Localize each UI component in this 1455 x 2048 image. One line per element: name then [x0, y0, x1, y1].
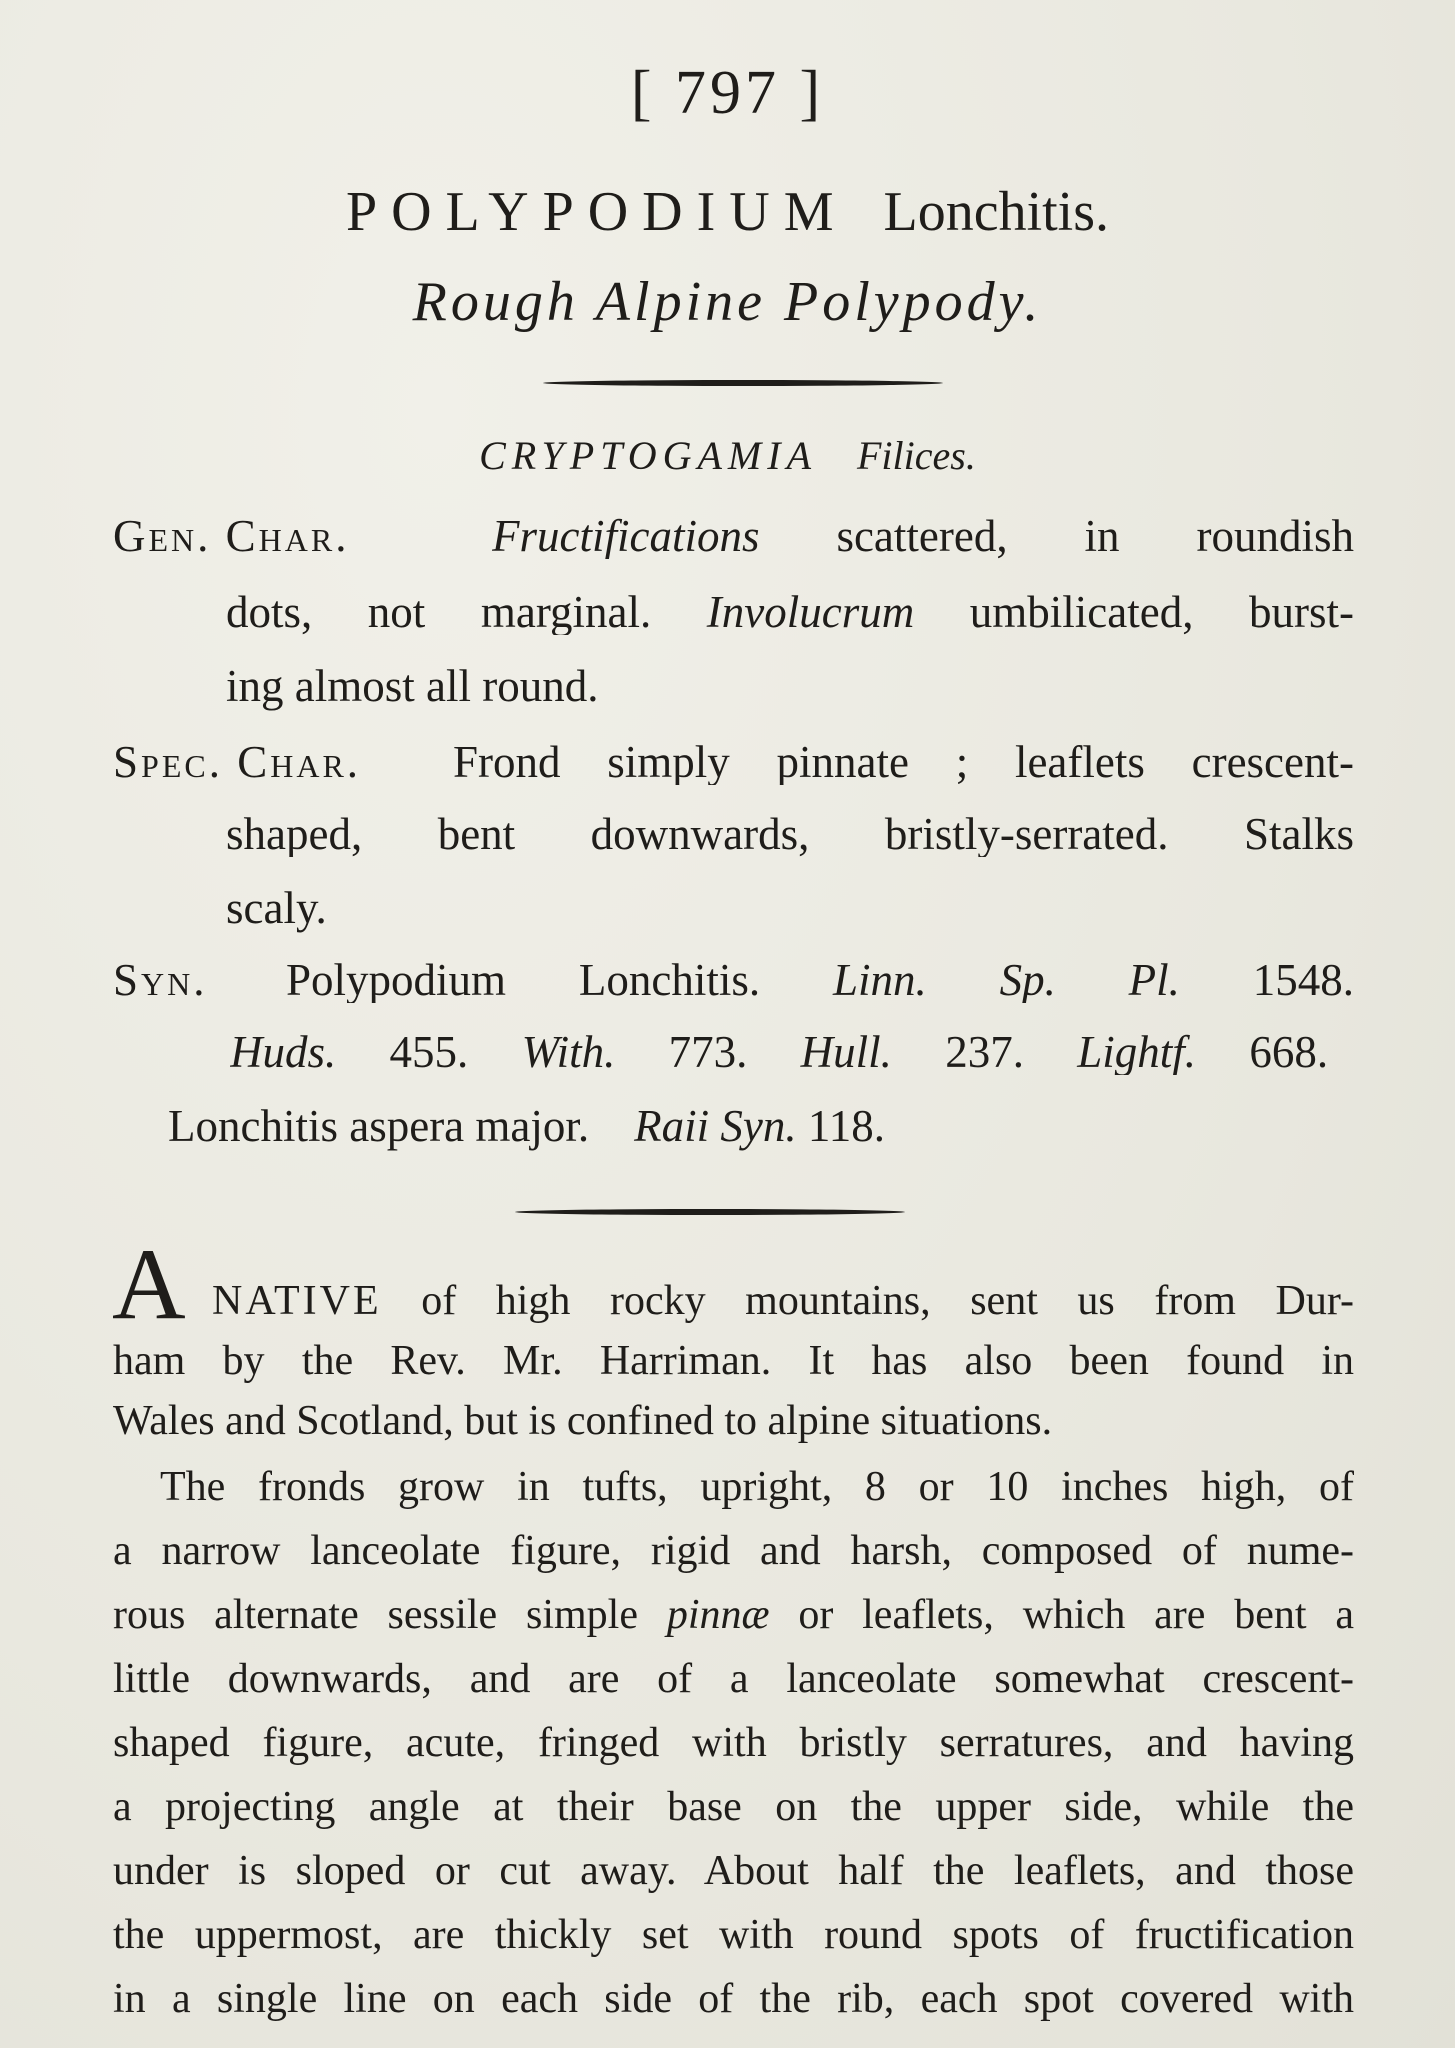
gen-char-text: umbilicated, burst-: [969, 590, 1354, 635]
body-line: under is sloped or cut away. About half the leaflets, and those: [113, 1850, 1354, 1894]
synonym-line: [168, 1101, 885, 1151]
gen-char-line: ing almost all round.: [226, 661, 599, 711]
synonym-reference: Raii Syn.: [634, 1101, 797, 1151]
synonym-reference: Hull.: [800, 1030, 892, 1075]
genus-name: POLYPODIUM: [345, 181, 848, 243]
gen-char-term: Involucrum: [706, 590, 915, 635]
gen-char-label: Gen. Char.: [113, 511, 350, 561]
body-text: rous alternate sessile simple: [113, 1594, 638, 1638]
classification: [0, 432, 1455, 479]
synonym-reference: Huds.: [230, 1030, 337, 1075]
body-line: ham by the Rev. Mr. Harriman. It has also been found in: [113, 1340, 1354, 1384]
synonym-line: [230, 1030, 1328, 1075]
synonym-line: [286, 958, 1354, 1003]
synonym-name: Lonchitis aspera major.: [168, 1101, 590, 1151]
synonym-reference: Lightf.: [1077, 1030, 1197, 1075]
classification-class: CRYPTOGAMIA: [479, 433, 817, 478]
synonym-page: 773.: [668, 1030, 748, 1075]
body-line: [113, 1594, 1354, 1644]
page-number: [ 797 ]: [630, 59, 825, 127]
synonym-page: 118.: [807, 1101, 885, 1151]
syn-label: Syn.: [113, 955, 208, 1005]
body-term: pinnæ: [666, 1594, 770, 1638]
ornamental-rule: [543, 380, 943, 386]
body-line: a narrow lanceolate figure, rigid and harsh, composed of nume-: [113, 1530, 1354, 1574]
synonym-page: 1548.: [1252, 958, 1354, 1003]
body-line: the uppermost, are thickly set with round spots of fructification: [113, 1914, 1354, 1958]
ornamental-rule: [515, 1209, 905, 1215]
spec-char-label: Spec. Char.: [113, 737, 362, 787]
synonym-name: Polypodium Lonchitis.: [286, 958, 761, 1003]
synonym-reference: With.: [521, 1030, 616, 1075]
species-epithet: Lonchitis.: [883, 181, 1110, 243]
common-name: Rough Alpine Polypody.: [412, 271, 1043, 333]
synonym-page: 237.: [945, 1030, 1024, 1075]
body-line: The fronds grow in tufts, upright, 8 or 10 inches high, of: [160, 1466, 1354, 1510]
spec-char-line: scaly.: [226, 883, 327, 933]
body-text: or leaflets, which are bent a: [798, 1594, 1354, 1638]
body-line: in a single line on each side of the rib, each spot covered with: [113, 1978, 1354, 2022]
spec-char-line: shaped, bent downwards, bristly-serrated. Stalks: [226, 812, 1354, 857]
body-line: shaped figure, acute, fringed with bristly serratures, and having: [113, 1722, 1354, 1766]
body-lead-word: NATIVE: [212, 1280, 382, 1324]
body-line: little downwards, and are of a lanceolate somewhat crescent-: [113, 1658, 1354, 1702]
gen-char-line: [226, 590, 1354, 635]
body-line: [212, 1280, 1354, 1330]
classification-order: Filices.: [857, 433, 976, 478]
drop-cap: A: [112, 1228, 186, 1341]
synonym-page: 455.: [389, 1030, 469, 1075]
synonym-reference: Linn. Sp. Pl.: [832, 958, 1180, 1003]
spec-char-line: Frond simply pinnate ; leaflets crescent-: [453, 740, 1354, 785]
gen-char-text: dots, not marginal.: [226, 590, 652, 635]
species-title: [0, 176, 1455, 245]
body-line: a projecting angle at their base on the upper side, while the: [113, 1786, 1354, 1830]
body-line: Wales and Scotland, but is confined to alpine situations.: [113, 1400, 1053, 1444]
gen-char-line: [492, 514, 1354, 559]
synonym-page: 668.: [1249, 1030, 1328, 1075]
gen-char-text: scattered, in roundish: [836, 514, 1354, 559]
body-text: of high rocky mountains, sent us from Dur-: [421, 1280, 1354, 1324]
gen-char-term: Fructifications: [492, 514, 760, 559]
